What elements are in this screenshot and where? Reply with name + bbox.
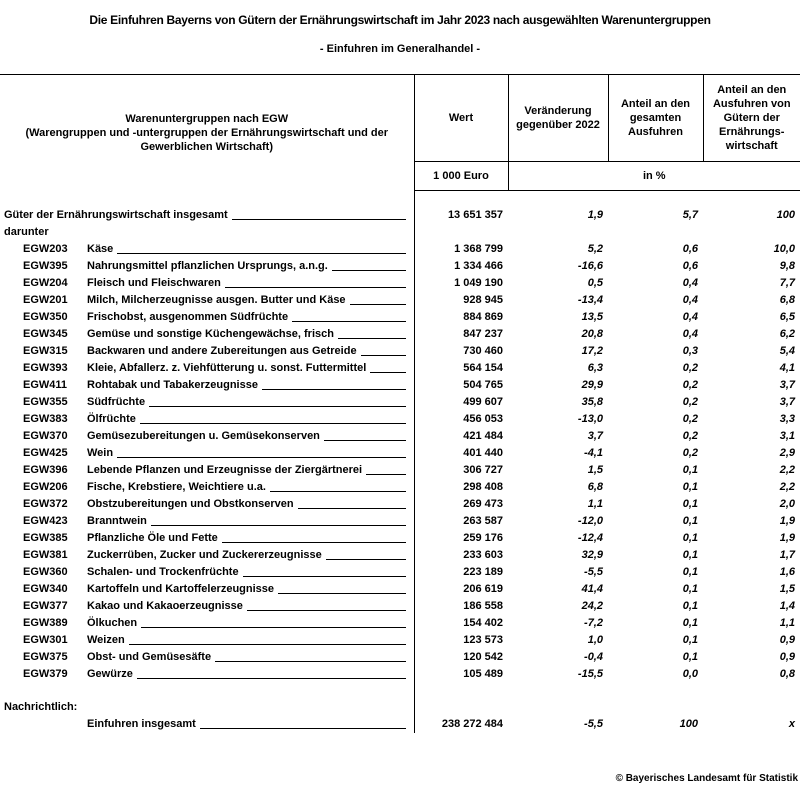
row-anteil-ernaehrung: 2,0: [779, 498, 795, 510]
row-anteil-gesamt: 0,6: [682, 243, 698, 255]
darunter-row: [0, 224, 800, 241]
row-anteil-gesamt: 0,2: [682, 396, 698, 408]
row-veraenderung: -5,5: [584, 566, 603, 578]
leader-line: [243, 575, 406, 577]
row-code: EGW393: [23, 362, 68, 374]
row-code: EGW375: [23, 651, 68, 663]
row-description: Nahrungsmittel pflanzlichen Ursprungs, a.n.g.: [87, 260, 328, 272]
table-row: [0, 360, 800, 377]
table-row: [0, 241, 800, 258]
einfuhren-total-anteil-ernaehrung: x: [788, 718, 795, 730]
einfuhren-total-wert: 238 272 484: [414, 716, 508, 733]
row-wert: 269 473: [414, 496, 508, 513]
row-anteil-ernaehrung: 3,7: [779, 379, 795, 391]
row-anteil-gesamt: 0,1: [682, 617, 698, 629]
table-row: [0, 326, 800, 343]
row-wert: 306 727: [414, 462, 508, 479]
copyright-footer: © Bayerisches Landesamt für Statistik: [615, 773, 798, 784]
leader-line: [370, 371, 405, 373]
leader-line: [338, 337, 406, 339]
total-label: Güter der Ernährungswirtschaft insgesamt: [4, 209, 228, 221]
row-wert: 401 440: [414, 445, 508, 462]
row-wert: 499 607: [414, 394, 508, 411]
leader-line: [141, 626, 405, 628]
leader-line: [140, 422, 406, 424]
row-veraenderung: 5,2: [587, 243, 603, 255]
row-description: Gemüsezubereitungen u. Gemüsekonserven: [87, 430, 320, 442]
row-anteil-gesamt: 0,1: [682, 498, 698, 510]
row-anteil-gesamt: 0,1: [682, 515, 698, 527]
row-anteil-ernaehrung: 3,7: [779, 396, 795, 408]
total-wert: 13 651 357: [414, 207, 508, 224]
table-row: [0, 462, 800, 479]
row-anteil-gesamt: 0,2: [682, 413, 698, 425]
row-description: Kleie, Abfallerz. z. Viehfütterung u. sonst. Futtermittel: [87, 362, 367, 374]
row-veraenderung: 3,7: [587, 430, 603, 442]
row-code: EGW425: [23, 447, 68, 459]
row-anteil-gesamt: 0,2: [682, 379, 698, 391]
table-row: [0, 343, 800, 360]
row-wert: 263 587: [414, 513, 508, 530]
row-wert: 928 945: [414, 292, 508, 309]
table-row: [0, 615, 800, 632]
row-code: EGW381: [23, 549, 68, 561]
row-anteil-gesamt: 0,4: [682, 311, 698, 323]
row-veraenderung: 1,0: [587, 634, 603, 646]
row-description: Käse: [87, 243, 114, 255]
row-anteil-gesamt: 0,4: [682, 328, 698, 340]
row-anteil-gesamt: 0,1: [682, 464, 698, 476]
table-row: [0, 649, 800, 666]
row-anteil-gesamt: 0,4: [682, 277, 698, 289]
row-code: EGW370: [23, 430, 68, 442]
row-description: Wein: [87, 447, 114, 459]
row-code: EGW372: [23, 498, 68, 510]
row-veraenderung: 29,9: [581, 379, 603, 391]
table-row: [0, 547, 800, 564]
row-anteil-ernaehrung: 0,9: [779, 634, 795, 646]
row-veraenderung: 1,5: [587, 464, 603, 476]
row-veraenderung: 0,5: [587, 277, 603, 289]
row-description: Zuckerrüben, Zucker und Zuckererzeugnisse: [87, 549, 322, 561]
row-wert: 730 460: [414, 343, 508, 360]
table-row: [0, 666, 800, 683]
table-row: [0, 445, 800, 462]
unit-value: 1 000 Euro: [414, 162, 508, 191]
total-veraenderung: 1,9: [587, 209, 603, 221]
row-anteil-ernaehrung: 3,1: [779, 430, 795, 442]
row-code: EGW379: [23, 668, 68, 680]
table-row: [0, 292, 800, 309]
leader-line: [215, 660, 405, 662]
row-anteil-ernaehrung: 4,1: [779, 362, 795, 374]
import-table: [0, 74, 800, 733]
leader-line: [332, 269, 406, 271]
row-description: Pflanzliche Öle und Fette: [87, 532, 218, 544]
row-description: Milch, Milcherzeugnisse ausgen. Butter und Käse: [87, 294, 346, 306]
einfuhren-total-veraenderung: -5,5: [584, 718, 603, 730]
table-row: [0, 496, 800, 513]
leader-line: [200, 727, 406, 729]
row-veraenderung: 24,2: [581, 600, 603, 612]
row-veraenderung: 32,9: [581, 549, 603, 561]
row-veraenderung: 41,4: [581, 583, 603, 595]
header-category-line2: (Warengruppen und -untergruppen der Ernährungswirtschaft und der Gewerblichen Wirtschaft): [25, 126, 389, 153]
row-anteil-ernaehrung: 2,2: [779, 464, 795, 476]
row-wert: 233 603: [414, 547, 508, 564]
nachrichtlich-label: Nachrichtlich:: [4, 701, 78, 713]
row-code: EGW389: [23, 617, 68, 629]
row-code: EGW301: [23, 634, 68, 646]
leader-line: [326, 558, 406, 560]
row-anteil-ernaehrung: 6,2: [779, 328, 795, 340]
row-veraenderung: -12,0: [577, 515, 603, 527]
row-wert: 884 869: [414, 309, 508, 326]
row-code: EGW206: [23, 481, 68, 493]
total-row: [0, 207, 800, 224]
row-description: Fische, Krebstiere, Weichtiere u.a.: [87, 481, 266, 493]
leader-line: [117, 252, 405, 254]
row-wert: 186 558: [414, 598, 508, 615]
row-anteil-ernaehrung: 1,5: [779, 583, 795, 595]
leader-line: [278, 592, 405, 594]
leader-line: [270, 490, 406, 492]
row-description: Frischobst, ausgenommen Südfrüchte: [87, 311, 289, 323]
row-code: EGW201: [23, 294, 68, 306]
row-anteil-ernaehrung: 1,4: [779, 600, 795, 612]
row-description: Weizen: [87, 634, 125, 646]
row-veraenderung: -16,6: [577, 260, 603, 272]
leader-line: [298, 507, 406, 509]
leader-line: [149, 405, 405, 407]
row-veraenderung: 1,1: [587, 498, 603, 510]
row-description: Gewürze: [87, 668, 133, 680]
row-wert: 456 053: [414, 411, 508, 428]
row-anteil-ernaehrung: 0,8: [779, 668, 795, 680]
table-row: [0, 581, 800, 598]
leader-line: [225, 286, 406, 288]
row-veraenderung: -4,1: [584, 447, 603, 459]
row-veraenderung: -12,4: [577, 532, 603, 544]
table-row: [0, 377, 800, 394]
table-row: [0, 394, 800, 411]
row-veraenderung: -15,5: [577, 668, 603, 680]
row-description: Ölkuchen: [87, 617, 138, 629]
row-anteil-ernaehrung: 6,8: [779, 294, 795, 306]
einfuhren-total-row: [0, 716, 800, 733]
row-wert: 1 049 190: [414, 275, 508, 292]
header-veraenderung: Veränderung gegenüber 2022: [508, 75, 608, 162]
row-veraenderung: 13,5: [581, 311, 603, 323]
row-wert: 298 408: [414, 479, 508, 496]
row-anteil-gesamt: 0,4: [682, 294, 698, 306]
leader-line: [324, 439, 406, 441]
row-anteil-ernaehrung: 2,9: [779, 447, 795, 459]
header-anteil-ernaehrung: Anteil an den Ausfuhren von Gütern der Ernährungs-wirtschaft: [703, 75, 800, 162]
row-wert: 120 542: [414, 649, 508, 666]
row-anteil-gesamt: 0,1: [682, 481, 698, 493]
leader-line: [117, 456, 405, 458]
row-code: EGW345: [23, 328, 68, 340]
row-anteil-gesamt: 0,1: [682, 549, 698, 561]
row-description: Schalen- und Trockenfrüchte: [87, 566, 239, 578]
row-veraenderung: -0,4: [584, 651, 603, 663]
row-anteil-gesamt: 0,1: [682, 651, 698, 663]
row-code: EGW203: [23, 243, 68, 255]
row-anteil-gesamt: 0,0: [682, 668, 698, 680]
leader-line: [350, 303, 406, 305]
row-description: Obst- und Gemüsesäfte: [87, 651, 212, 663]
row-code: EGW355: [23, 396, 68, 408]
row-anteil-gesamt: 0,6: [682, 260, 698, 272]
leader-line: [361, 354, 406, 356]
leader-line: [151, 524, 406, 526]
row-anteil-ernaehrung: 0,9: [779, 651, 795, 663]
row-wert: 154 402: [414, 615, 508, 632]
table-row: [0, 479, 800, 496]
row-veraenderung: -7,2: [584, 617, 603, 629]
row-anteil-ernaehrung: 1,9: [779, 532, 795, 544]
row-description: Kakao und Kakaoerzeugnisse: [87, 600, 243, 612]
table-row: [0, 309, 800, 326]
row-anteil-ernaehrung: 1,9: [779, 515, 795, 527]
row-anteil-ernaehrung: 7,7: [779, 277, 795, 289]
row-anteil-ernaehrung: 10,0: [773, 243, 795, 255]
row-description: Gemüse und sonstige Küchengewächse, frisch: [87, 328, 334, 340]
row-veraenderung: -13,0: [577, 413, 603, 425]
header-category: [0, 75, 414, 191]
row-wert: 259 176: [414, 530, 508, 547]
row-anteil-gesamt: 0,2: [682, 362, 698, 374]
row-wert: 1 334 466: [414, 258, 508, 275]
row-code: EGW377: [23, 600, 68, 612]
row-anteil-gesamt: 0,1: [682, 634, 698, 646]
row-wert: 847 237: [414, 326, 508, 343]
table-row: [0, 411, 800, 428]
row-veraenderung: 20,8: [581, 328, 603, 340]
row-code: EGW315: [23, 345, 68, 357]
row-wert: 564 154: [414, 360, 508, 377]
row-description: Rohtabak und Tabakerzeugnisse: [87, 379, 258, 391]
row-description: Südfrüchte: [87, 396, 146, 408]
row-anteil-ernaehrung: 1,7: [779, 549, 795, 561]
row-code: EGW350: [23, 311, 68, 323]
row-code: EGW411: [23, 379, 68, 391]
table-row: [0, 530, 800, 547]
row-wert: 206 619: [414, 581, 508, 598]
row-description: Ölfrüchte: [87, 413, 136, 425]
row-description: Lebende Pflanzen und Erzeugnisse der Ziergärtnerei: [87, 464, 363, 476]
leader-line: [292, 320, 405, 322]
leader-line: [247, 609, 406, 611]
row-veraenderung: 35,8: [581, 396, 603, 408]
row-anteil-gesamt: 0,2: [682, 430, 698, 442]
row-code: EGW383: [23, 413, 68, 425]
row-code: EGW340: [23, 583, 68, 595]
row-wert: 105 489: [414, 666, 508, 683]
total-anteil-gesamt: 5,7: [682, 209, 698, 221]
total-anteil-ernaehrung: 100: [776, 209, 795, 221]
row-anteil-ernaehrung: 3,3: [779, 413, 795, 425]
row-anteil-gesamt: 0,2: [682, 447, 698, 459]
row-anteil-ernaehrung: 1,1: [779, 617, 795, 629]
row-description: Backwaren und andere Zubereitungen aus Getreide: [87, 345, 357, 357]
row-veraenderung: 17,2: [581, 345, 603, 357]
row-anteil-ernaehrung: 9,8: [779, 260, 795, 272]
row-veraenderung: 6,8: [587, 481, 603, 493]
row-description: Kartoffeln und Kartoffelerzeugnisse: [87, 583, 275, 595]
leader-line: [129, 643, 406, 645]
row-description: Obstzubereitungen und Obstkonserven: [87, 498, 294, 510]
row-anteil-gesamt: 0,1: [682, 600, 698, 612]
einfuhren-total-anteil-gesamt: 100: [679, 718, 698, 730]
unit-percent: in %: [508, 162, 800, 191]
table-row: [0, 564, 800, 581]
row-code: EGW385: [23, 532, 68, 544]
row-code: EGW395: [23, 260, 68, 272]
table-row: [0, 513, 800, 530]
table-title: Die Einfuhren Bayerns von Gütern der Ernährungswirtschaft im Jahr 2023 nach ausgewählten Warenuntergruppen: [89, 13, 711, 27]
table-row: [0, 428, 800, 445]
table-subtitle: - Einfuhren im Generalhandel -: [319, 43, 481, 55]
row-description: Branntwein: [87, 515, 147, 527]
table-row: [0, 598, 800, 615]
leader-line: [232, 218, 406, 220]
row-veraenderung: 6,3: [587, 362, 603, 374]
row-code: EGW396: [23, 464, 68, 476]
leader-line: [222, 541, 406, 543]
row-anteil-gesamt: 0,1: [682, 583, 698, 595]
row-anteil-ernaehrung: 1,6: [779, 566, 795, 578]
row-anteil-gesamt: 0,1: [682, 566, 698, 578]
row-code: EGW204: [23, 277, 68, 289]
row-wert: 421 484: [414, 428, 508, 445]
einfuhren-total-label: Einfuhren insgesamt: [87, 718, 196, 730]
header-anteil-gesamt: Anteil an den gesamten Ausfuhren: [608, 75, 703, 162]
row-wert: 123 573: [414, 632, 508, 649]
table-row: [0, 632, 800, 649]
row-wert: 504 765: [414, 377, 508, 394]
row-anteil-ernaehrung: 6,5: [779, 311, 795, 323]
row-code: EGW423: [23, 515, 68, 527]
nachrichtlich-row: [0, 699, 800, 716]
table-row: [0, 275, 800, 292]
header-wert: Wert: [414, 75, 508, 162]
row-wert: 223 189: [414, 564, 508, 581]
leader-line: [366, 473, 405, 475]
row-anteil-ernaehrung: 2,2: [779, 481, 795, 493]
row-wert: 1 368 799: [414, 241, 508, 258]
darunter-label: darunter: [4, 226, 49, 238]
row-veraenderung: -13,4: [577, 294, 603, 306]
header-category-line1: Warenuntergruppen nach EGW: [125, 112, 289, 125]
row-code: EGW360: [23, 566, 68, 578]
leader-line: [137, 677, 406, 679]
row-anteil-ernaehrung: 5,4: [779, 345, 795, 357]
row-description: Fleisch und Fleischwaren: [87, 277, 221, 289]
row-anteil-gesamt: 0,3: [682, 345, 698, 357]
leader-line: [262, 388, 406, 390]
row-anteil-gesamt: 0,1: [682, 532, 698, 544]
table-row: [0, 258, 800, 275]
